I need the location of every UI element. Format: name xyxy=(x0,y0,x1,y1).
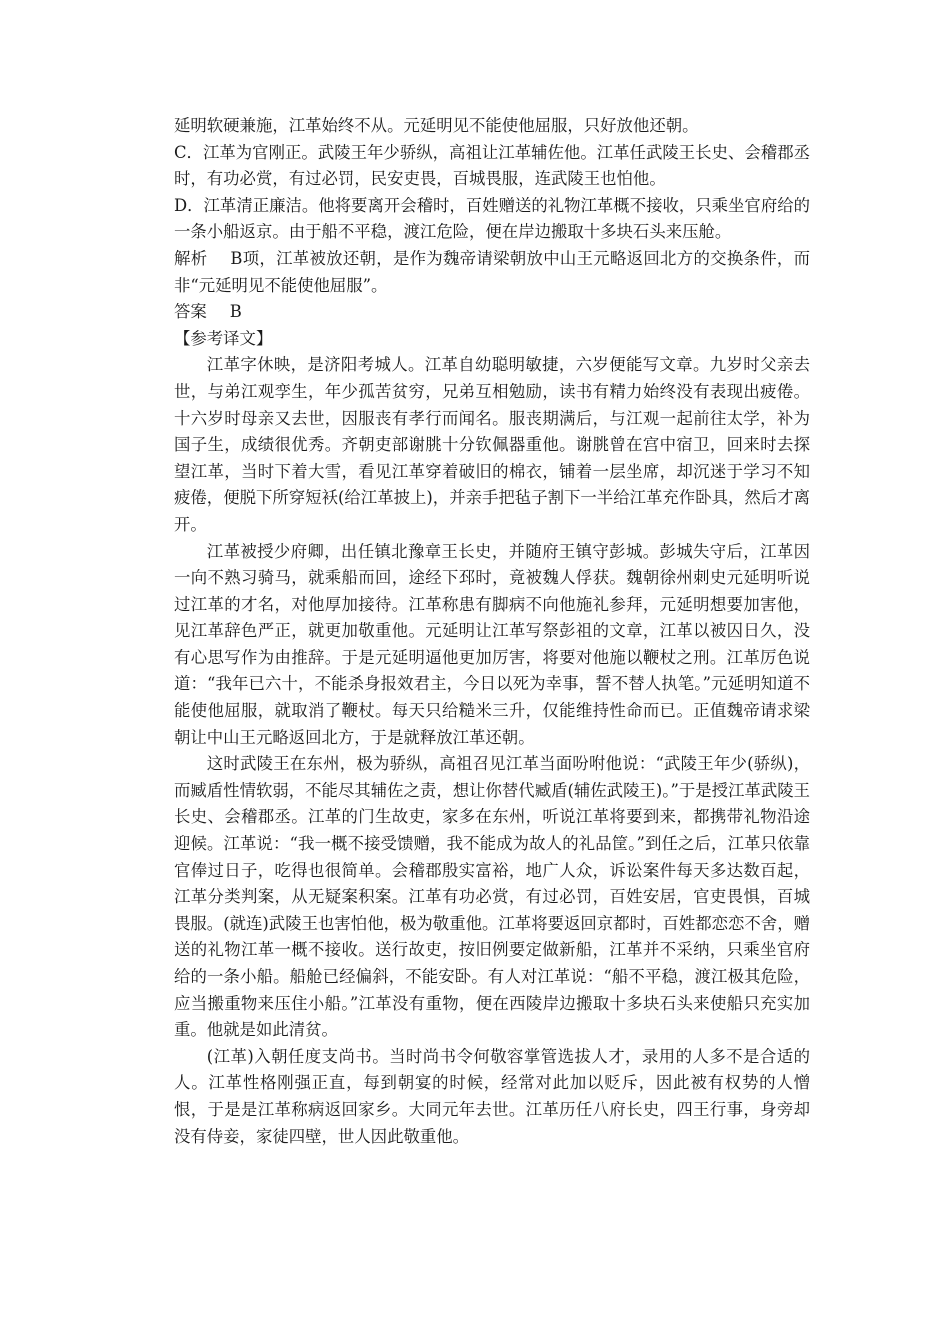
translation-paragraph-1: 江革字休映，是济阳考城人。江革自幼聪明敏捷，六岁便能写文章。九岁时父亲去世，与弟江观孪生，年少孤苦贫穷，兄弟互相勉励，读书有精力始终没有表现出疲倦。十六岁时母亲又去世，因服丧有孝行而闻名。服丧期满后，与江观一起前往太学，补为国子生，成绩很优秀。齐朝吏部谢朓十分钦佩器重他。谢朓曾在宫中宿卫，回来时去探望江革，当时下着大雪，看见江革穿着破旧的棉衣，铺着一层坐席，却沉迷于学习不知疲倦，便脱下所穿短袄(给江革披上)，并亲手把毡子割下一半给江革充作卧具，然后才离开。 xyxy=(174,355,810,534)
translation-paragraph-3: 这时武陵王在东州，极为骄纵，高祖召见江革当面吩咐他说：“武陵王年少(骄纵)，而臧盾性情软弱，不能尽其辅佐之责，想让你替代臧盾(辅佐武陵王)。”于是授江革武陵王长史、会稽郡丞。江革的门生故吏，家多在东州，听说江革将要到来，都携带礼物沿途迎候。江革说：“我一概不接受馈赠，我不能成为故人的礼品筐。”到任之后，江革只依靠官俸过日子，吃得也很简单。会稽郡殷实富裕，地广人众，诉讼案件每天多达数百起，江革分类判案，从无疑案积案。江革有功必赏，有过必罚，百姓安居，官吏畏惧，百城畏服。(就连)武陵王也害怕他，极为敬重他。江革将要返回京都时，百姓都恋恋不舍，赠送的礼物江革一概不接收。送行故吏，按旧例要定做新船，江革并不采纳，只乘坐官府给的一条小船。船舱已经偏斜，不能安卧。有人对江革说：“船不平稳，渡江极其危险，应当搬重物来压住小船。”江革没有重物，便在西陵岸边搬取十多块石头来使船只充实加重。他就是如此清贫。 xyxy=(174,754,810,1040)
answer xyxy=(174,299,810,326)
option-b-continuation: 延明软硬兼施，江革始终不从。元延明见不能使他屈服，只好放他还朝。 xyxy=(174,116,699,135)
analysis xyxy=(174,246,810,299)
translation-paragraph-2: 江革被授少府卿，出任镇北豫章王长史，并随府王镇守彭城。彭城失守后，江革因一向不熟习骑马，就乘船而回，途经下邳时，竟被魏人俘获。魏朝徐州刺史元延明听说过江革的才名，对他厚加接待。江革称患有脚病不向他施礼参拜，元延明想要加害他，见江革辞色严正，就更加敬重他。元延明让江革写祭彭祖的文章，江革以被囚日久，没有心思写作为由推辞。于是元延明逼他更加厉害，将要对他施以鞭杖之刑。江革厉色说道：“我年已六十，不能杀身报效君主，今日以死为幸事，誓不替人执笔。”元延明知道不能使他屈服，就取消了鞭杖。每天只给糙米三升，仅能维持性命而已。正值魏帝请求梁朝让中山王元略返回北方，于是就释放江革还朝。 xyxy=(174,541,810,747)
option-d: D．江革清正廉洁。他将要离开会稽时，百姓赠送的礼物江革概不接收，只乘坐官府给的一条小船返京。由于船不平稳，渡江危险，便在岸边搬取十多块石头来压舱。 xyxy=(174,195,810,242)
answer-value: B xyxy=(229,302,242,322)
analysis-label: 解析 xyxy=(174,248,208,268)
translation-paragraph-4: (江革)入朝任度支尚书。当时尚书令何敬容掌管选拔人才，录用的人多不是合适的人。江革性格刚强正直，每到朝宴的时候，经常对此加以贬斥，因此被有权势的人憎恨，于是是江革称病返回家乡。大同元年去世。江革历任八府长史，四王行事，身旁却没有侍妾，家徒四壁，世人因此敬重他。 xyxy=(174,1046,810,1146)
translation-heading: 【参考译文】 xyxy=(174,328,273,348)
document-page xyxy=(174,113,810,1150)
answer-label: 答案 xyxy=(174,302,207,322)
analysis-text: B项，江革被放还朝，是作为魏帝请梁朝放中山王元略返回北方的交换条件，而非“元延明见不能使他屈服”。 xyxy=(174,248,810,295)
option-c: C．江革为官刚正。武陵王年少骄纵，高祖让江革辅佐他。江革任武陵王长史、会稽郡丞时，有功必赏，有过必罚，民安吏畏，百城畏服，连武陵王也怕他。 xyxy=(174,142,810,189)
